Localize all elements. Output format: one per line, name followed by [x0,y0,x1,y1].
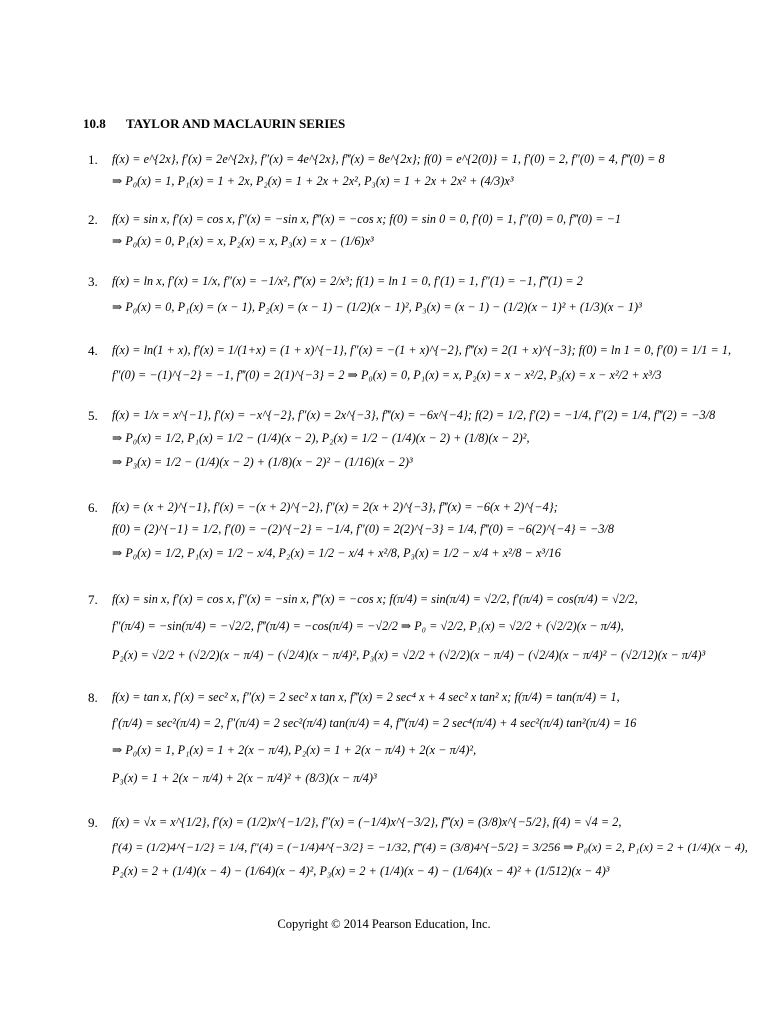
problem-number: 7. [88,592,98,607]
problem-line: ⇒ P₀(x) = 0, P₁(x) = (x − 1), P₂(x) = (x − 1) − (1/2)(x − 1)², P₃(x) = (x − 1) − (1/2)(x − 1)² + (1/3)(x − 1)³ [112,300,642,314]
problem-line: f″(π/4) = −sin(π/4) = −√2/2, f‴(π/4) = −cos(π/4) = −√2/2 ⇒ P₀ = √2/2, P₁(x) = √2/2 + (√2/2)(x − π/4), [112,619,624,633]
problem-line: f(x) = tan x, f′(x) = sec² x, f″(x) = 2 sec² x tan x, f‴(x) = 2 sec⁴ x + 4 sec² x tan² x; f(π/4) = tan(π/4) = 1, [112,690,620,704]
problem-line: f(x) = 1/x = x^{−1}, f′(x) = −x^{−2}, f″(x) = 2x^{−3}, f‴(x) = −6x^{−4}; f(2) = 1/2, f′(2) = −1/4, f″(2) = 1/4, f‴(2) = −3/8 [112,408,716,422]
problem-line: f(x) = (x + 2)^{−1}, f′(x) = −(x + 2)^{−2}, f″(x) = 2(x + 2)^{−3}, f‴(x) = −6(x + 2)^{−4}; [112,500,558,514]
problem-line: P₂(x) = √2/2 + (√2/2)(x − π/4) − (√2/4)(x − π/4)², P₃(x) = √2/2 + (√2/2)(x − π/4) − (√2/4)(x − π/4)² − (√2/12)(x − π/4)³ [112,648,706,662]
problem-number: 6. [88,500,98,515]
problem-line: ⇒ P₀(x) = 1, P₁(x) = 1 + 2(x − π/4), P₂(x) = 1 + 2(x − π/4) + 2(x − π/4)², [112,743,477,757]
problem-line: ⇒ P₀(x) = 1/2, P₁(x) = 1/2 − x/4, P₂(x) = 1/2 − x/4 + x²/8, P₃(x) = 1/2 − x/4 + x²/8 − x³/16 [112,546,561,560]
problem-line: ⇒ P₃(x) = 1/2 − (1/4)(x − 2) + (1/8)(x − 2)² − (1/16)(x − 2)³ [112,455,413,469]
problem-line: f(x) = √x = x^{1/2}, f′(x) = (1/2)x^{−1/2}, f″(x) = (−1/4)x^{−3/2}, f‴(x) = (3/8)x^{−5/2}, f(4) = √4 = 2, [112,815,622,829]
problem-line: ⇒ P₀(x) = 1, P₁(x) = 1 + 2x, P₂(x) = 1 + 2x + 2x², P₃(x) = 1 + 2x + 2x² + (4/3)x³ [112,174,514,188]
problem-line: f(x) = sin x, f′(x) = cos x, f″(x) = −sin x, f‴(x) = −cos x; f(0) = sin 0 = 0, f′(0) = 1, f″(0) = 0, f‴(0) = −1 [112,212,622,226]
problem-line: f(x) = sin x, f′(x) = cos x, f″(x) = −sin x, f‴(x) = −cos x; f(π/4) = sin(π/4) = √2/2, f′(π/4) = cos(π/4) = √2/2, [112,592,638,606]
problem-line: P₂(x) = 2 + (1/4)(x − 4) − (1/64)(x − 4)², P₃(x) = 2 + (1/4)(x − 4) − (1/64)(x − 4)² + (1/512)(x − 4)³ [112,864,610,878]
problem-line: f(x) = e^{2x}, f′(x) = 2e^{2x}, f″(x) = 4e^{2x}, f‴(x) = 8e^{2x}; f(0) = e^{2(0)} = 1, f′(0) = 2, f″(0) = 4, f‴(0) = 8 [112,152,665,166]
problem-number: 3. [88,274,98,289]
section-heading [83,116,345,132]
problem-line: f′(4) = (1/2)4^{−1/2} = 1/4, f″(4) = (−1/4)4^{−3/2} = −1/32, f‴(4) = (3/8)4^{−5/2} = 3/256 ⇒ P₀(x) = 2, P₁(x) = 2 + (1/4)(x − 4), [112,840,748,854]
problem-number: 8. [88,690,98,705]
section-title: TAYLOR AND MACLAURIN SERIES [126,116,346,131]
problem-number: 1. [88,152,98,167]
section-number: 10.8 [83,116,106,131]
problem-number: 5. [88,408,98,423]
problem-number: 2. [88,212,98,227]
problem-line: f(0) = (2)^{−1} = 1/2, f′(0) = −(2)^{−2} = −1/4, f″(0) = 2(2)^{−3} = 1/4, f‴(0) = −6(2)^{−4} = −3/8 [112,522,615,536]
problem-line: ⇒ P₀(x) = 1/2, P₁(x) = 1/2 − (1/4)(x − 2), P₂(x) = 1/2 − (1/4)(x − 2) + (1/8)(x − 2)², [112,431,530,445]
problem-line: f(x) = ln(1 + x), f′(x) = 1/(1+x) = (1 + x)^{−1}, f″(x) = −(1 + x)^{−2}, f‴(x) = 2(1 + x)^{−3}; f(0) = ln 1 = 0, f′(0) = 1/1 = 1, [112,343,732,357]
problem-line: f′(π/4) = sec²(π/4) = 2, f″(π/4) = 2 sec²(π/4) tan(π/4) = 4, f‴(π/4) = 2 sec⁴(π/4) + 4 sec²(π/4) tan²(π/4) = 16 [112,716,637,730]
problem-line: f(x) = ln x, f′(x) = 1/x, f″(x) = −1/x², f‴(x) = 2/x³; f(1) = ln 1 = 0, f′(1) = 1, f″(1) = −1, f‴(1) = 2 [112,274,583,288]
problem-line: ⇒ P₀(x) = 0, P₁(x) = x, P₂(x) = x, P₃(x) = x − (1/6)x³ [112,234,374,248]
problem-line: f″(0) = −(1)^{−2} = −1, f‴(0) = 2(1)^{−3} = 2 ⇒ P₀(x) = 0, P₁(x) = x, P₂(x) = x − x²/2, P₃(x) = x − x²/2 + x³/3 [112,368,662,382]
problem-line: P₃(x) = 1 + 2(x − π/4) + 2(x − π/4)² + (8/3)(x − π/4)³ [112,771,377,785]
problem-number: 4. [88,343,98,358]
copyright-footer: Copyright © 2014 Pearson Education, Inc. [277,917,491,931]
problem-number: 9. [88,815,98,830]
